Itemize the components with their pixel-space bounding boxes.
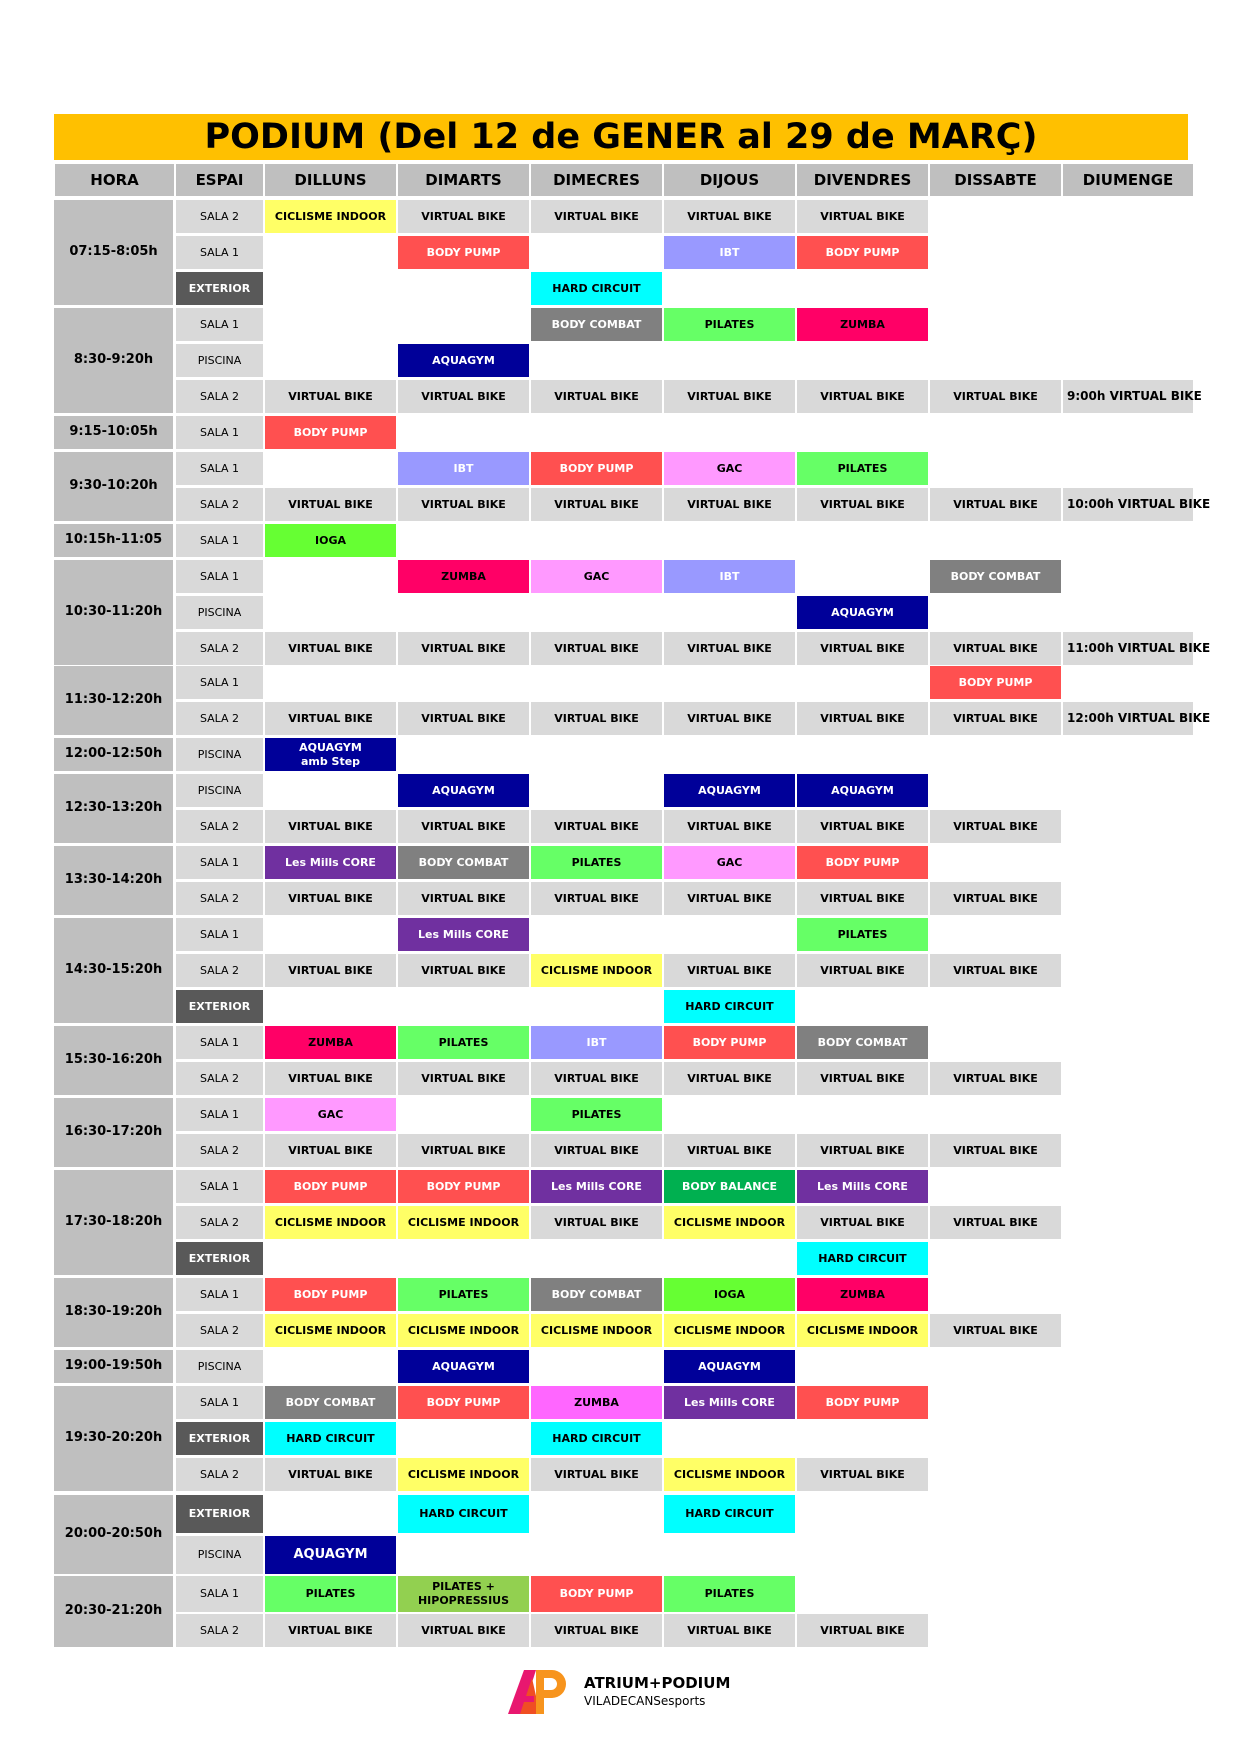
- class-cell-virtual-bike[interactable]: VIRTUAL BIKE: [265, 882, 396, 915]
- class-cell-body-combat[interactable]: BODY COMBAT: [265, 1386, 396, 1419]
- espai-sala-2: SALA 2: [176, 1206, 263, 1239]
- class-cell-virtual-bike[interactable]: VIRTUAL BIKE: [398, 1062, 529, 1095]
- espai-sala-1: SALA 1: [176, 560, 263, 593]
- class-cell-virtual-bike[interactable]: VIRTUAL BIKE: [531, 1062, 662, 1095]
- espai-sala-1: SALA 1: [176, 1278, 263, 1311]
- espai-piscina: PISCINA: [176, 596, 263, 629]
- class-cell-virtual-bike[interactable]: VIRTUAL BIKE: [531, 1458, 662, 1491]
- class-cell-virtual-bike[interactable]: VIRTUAL BIKE: [531, 702, 662, 735]
- class-cell-virtual-bike[interactable]: VIRTUAL BIKE: [664, 632, 795, 665]
- class-cell-virtual-bike[interactable]: VIRTUAL BIKE: [930, 954, 1061, 987]
- class-cell-ciclisme-indoor[interactable]: CICLISME INDOOR: [531, 1314, 662, 1347]
- class-cell-body-combat[interactable]: BODY COMBAT: [398, 846, 529, 879]
- class-cell-pilates[interactable]: PILATES: [797, 452, 928, 485]
- class-cell-body-balance[interactable]: BODY BALANCE: [664, 1170, 795, 1203]
- class-cell-aquagym[interactable]: AQUAGYM: [664, 774, 795, 807]
- class-cell-virtual-bike[interactable]: VIRTUAL BIKE: [265, 810, 396, 843]
- class-cell-ciclisme-indoor[interactable]: CICLISME INDOOR: [797, 1314, 928, 1347]
- class-cell-body-pump[interactable]: BODY PUMP: [398, 1170, 529, 1203]
- espai-sala-1: SALA 1: [176, 666, 263, 699]
- ap-logo-icon: [506, 1668, 570, 1716]
- class-cell-11-00h-virtual-bike[interactable]: 11:00h VIRTUAL BIKE: [1063, 632, 1193, 665]
- schedule-title: PODIUM (Del 12 de GENER al 29 de MARÇ): [54, 114, 1188, 160]
- class-cell-virtual-bike[interactable]: VIRTUAL BIKE: [531, 488, 662, 521]
- class-cell-virtual-bike[interactable]: VIRTUAL BIKE: [664, 200, 795, 233]
- class-cell-virtual-bike[interactable]: VIRTUAL BIKE: [265, 1614, 396, 1647]
- class-cell-virtual-bike[interactable]: VIRTUAL BIKE: [664, 954, 795, 987]
- class-cell-body-pump[interactable]: BODY PUMP: [265, 416, 396, 449]
- espai-sala-2: SALA 2: [176, 702, 263, 735]
- class-cell-aquagym[interactable]: AQUAGYM: [398, 344, 529, 377]
- hora-07-15-8-05h: 07:15-8:05h: [54, 200, 173, 305]
- class-cell-aquagym[interactable]: AQUAGYM: [664, 1350, 795, 1383]
- class-cell-virtual-bike[interactable]: VIRTUAL BIKE: [930, 1134, 1061, 1167]
- espai-sala-1: SALA 1: [176, 308, 263, 341]
- hora-19-00-19-50h: 19:00-19:50h: [54, 1350, 173, 1383]
- class-cell-pilates[interactable]: PILATES: [398, 1026, 529, 1059]
- class-cell-virtual-bike[interactable]: VIRTUAL BIKE: [664, 702, 795, 735]
- class-cell-les-mills-core[interactable]: Les Mills CORE: [664, 1386, 795, 1419]
- class-cell-pilates-hipopressius[interactable]: PILATES + HIPOPRESSIUS: [398, 1576, 529, 1612]
- hora-11-30-12-20h: 11:30-12:20h: [54, 666, 173, 735]
- class-cell-virtual-bike[interactable]: VIRTUAL BIKE: [797, 200, 928, 233]
- espai-sala-2: SALA 2: [176, 1062, 263, 1095]
- espai-sala-2: SALA 2: [176, 810, 263, 843]
- espai-sala-1: SALA 1: [176, 416, 263, 449]
- class-cell-body-combat[interactable]: BODY COMBAT: [531, 1278, 662, 1311]
- class-cell-virtual-bike[interactable]: VIRTUAL BIKE: [664, 1062, 795, 1095]
- espai-sala-1: SALA 1: [176, 846, 263, 879]
- espai-piscina: PISCINA: [176, 1536, 263, 1574]
- class-cell-body-combat[interactable]: BODY COMBAT: [531, 308, 662, 341]
- class-cell-zumba[interactable]: ZUMBA: [531, 1386, 662, 1419]
- class-cell-ciclisme-indoor[interactable]: CICLISME INDOOR: [531, 954, 662, 987]
- espai-sala-1: SALA 1: [176, 1386, 263, 1419]
- class-cell-hard-circuit[interactable]: HARD CIRCUIT: [265, 1422, 396, 1455]
- hora-9-15-10-05h: 9:15-10:05h: [54, 416, 173, 449]
- header-diumenge: DIUMENGE: [1063, 164, 1193, 196]
- class-cell-12-00h-virtual-bike[interactable]: 12:00h VIRTUAL BIKE: [1063, 702, 1193, 735]
- class-cell-virtual-bike[interactable]: VIRTUAL BIKE: [797, 632, 928, 665]
- class-cell-virtual-bike[interactable]: VIRTUAL BIKE: [531, 1206, 662, 1239]
- espai-sala-2: SALA 2: [176, 488, 263, 521]
- class-cell-ciclisme-indoor[interactable]: CICLISME INDOOR: [398, 1206, 529, 1239]
- class-cell-virtual-bike[interactable]: VIRTUAL BIKE: [797, 1458, 928, 1491]
- espai-sala-2: SALA 2: [176, 380, 263, 413]
- class-cell-ciclisme-indoor[interactable]: CICLISME INDOOR: [265, 1206, 396, 1239]
- espai-sala-2: SALA 2: [176, 1134, 263, 1167]
- class-cell-virtual-bike[interactable]: VIRTUAL BIKE: [265, 1134, 396, 1167]
- espai-exterior: EXTERIOR: [176, 1422, 263, 1455]
- class-cell-virtual-bike[interactable]: VIRTUAL BIKE: [531, 1614, 662, 1647]
- hora-10-30-11-20h: 10:30-11:20h: [54, 560, 173, 665]
- class-cell-ciclisme-indoor[interactable]: CICLISME INDOOR: [265, 1314, 396, 1347]
- header-hora: HORA: [55, 164, 174, 196]
- class-cell-body-combat[interactable]: BODY COMBAT: [930, 560, 1061, 593]
- class-cell-virtual-bike[interactable]: VIRTUAL BIKE: [797, 1062, 928, 1095]
- class-cell-pilates[interactable]: PILATES: [531, 846, 662, 879]
- hora-8-30-9-20h: 8:30-9:20h: [54, 308, 173, 413]
- class-cell-virtual-bike[interactable]: VIRTUAL BIKE: [265, 1458, 396, 1491]
- class-cell-virtual-bike[interactable]: VIRTUAL BIKE: [398, 954, 529, 987]
- class-cell-gac[interactable]: GAC: [664, 452, 795, 485]
- class-cell-virtual-bike[interactable]: VIRTUAL BIKE: [265, 488, 396, 521]
- header-divendres: DIVENDRES: [797, 164, 928, 196]
- class-cell-virtual-bike[interactable]: VIRTUAL BIKE: [531, 200, 662, 233]
- class-cell-virtual-bike[interactable]: VIRTUAL BIKE: [398, 702, 529, 735]
- espai-exterior: EXTERIOR: [176, 1495, 263, 1533]
- espai-piscina: PISCINA: [176, 1350, 263, 1383]
- class-cell-zumba[interactable]: ZUMBA: [398, 560, 529, 593]
- class-cell-virtual-bike[interactable]: VIRTUAL BIKE: [797, 1614, 928, 1647]
- class-cell-aquagym[interactable]: AQUAGYM: [398, 774, 529, 807]
- espai-piscina: PISCINA: [176, 344, 263, 377]
- espai-sala-2: SALA 2: [176, 632, 263, 665]
- class-cell-ibt[interactable]: IBT: [531, 1026, 662, 1059]
- class-cell-gac[interactable]: GAC: [664, 846, 795, 879]
- class-cell-ibt[interactable]: IBT: [664, 236, 795, 269]
- class-cell-virtual-bike[interactable]: VIRTUAL BIKE: [930, 632, 1061, 665]
- class-cell-virtual-bike[interactable]: VIRTUAL BIKE: [664, 1614, 795, 1647]
- class-cell-body-pump[interactable]: BODY PUMP: [797, 236, 928, 269]
- class-cell-pilates[interactable]: PILATES: [265, 1576, 396, 1612]
- espai-sala-1: SALA 1: [176, 524, 263, 557]
- class-cell-aquagym[interactable]: AQUAGYM: [265, 1536, 396, 1574]
- class-cell-pilates[interactable]: PILATES: [664, 1576, 795, 1612]
- class-cell-body-pump[interactable]: BODY PUMP: [398, 1386, 529, 1419]
- class-cell-pilates[interactable]: PILATES: [398, 1278, 529, 1311]
- class-cell-virtual-bike[interactable]: VIRTUAL BIKE: [797, 380, 928, 413]
- class-cell-ciclisme-indoor[interactable]: CICLISME INDOOR: [265, 200, 396, 233]
- class-cell-virtual-bike[interactable]: VIRTUAL BIKE: [398, 1614, 529, 1647]
- class-cell-virtual-bike[interactable]: VIRTUAL BIKE: [398, 488, 529, 521]
- class-cell-virtual-bike[interactable]: VIRTUAL BIKE: [398, 200, 529, 233]
- class-cell-hard-circuit[interactable]: HARD CIRCUIT: [797, 1242, 928, 1275]
- class-cell-virtual-bike[interactable]: VIRTUAL BIKE: [797, 1134, 928, 1167]
- class-cell-body-combat[interactable]: BODY COMBAT: [797, 1026, 928, 1059]
- espai-sala-2: SALA 2: [176, 200, 263, 233]
- class-cell-pilates[interactable]: PILATES: [664, 308, 795, 341]
- espai-sala-2: SALA 2: [176, 882, 263, 915]
- espai-sala-1: SALA 1: [176, 918, 263, 951]
- class-cell-virtual-bike[interactable]: VIRTUAL BIKE: [398, 380, 529, 413]
- hora-10-15h-11-05: 10:15h-11:05: [54, 524, 173, 557]
- class-cell-virtual-bike[interactable]: VIRTUAL BIKE: [531, 1134, 662, 1167]
- class-cell-les-mills-core[interactable]: Les Mills CORE: [265, 846, 396, 879]
- hora-9-30-10-20h: 9:30-10:20h: [54, 452, 173, 521]
- class-cell-virtual-bike[interactable]: VIRTUAL BIKE: [930, 1314, 1061, 1347]
- class-cell-body-pump[interactable]: BODY PUMP: [930, 666, 1061, 699]
- class-cell-les-mills-core[interactable]: Les Mills CORE: [398, 918, 529, 951]
- class-cell-virtual-bike[interactable]: VIRTUAL BIKE: [930, 810, 1061, 843]
- espai-sala-1: SALA 1: [176, 1170, 263, 1203]
- class-cell-virtual-bike[interactable]: VIRTUAL BIKE: [398, 632, 529, 665]
- class-cell-body-pump[interactable]: BODY PUMP: [531, 1576, 662, 1612]
- header-dilluns: DILLUNS: [265, 164, 396, 196]
- class-cell-virtual-bike[interactable]: VIRTUAL BIKE: [531, 882, 662, 915]
- header-dimecres: DIMECRES: [531, 164, 662, 196]
- class-cell-virtual-bike[interactable]: VIRTUAL BIKE: [797, 1206, 928, 1239]
- class-cell-body-pump[interactable]: BODY PUMP: [398, 236, 529, 269]
- class-cell-ibt[interactable]: IBT: [664, 560, 795, 593]
- class-cell-virtual-bike[interactable]: VIRTUAL BIKE: [797, 702, 928, 735]
- espai-exterior: EXTERIOR: [176, 1242, 263, 1275]
- class-cell-virtual-bike[interactable]: VIRTUAL BIKE: [797, 488, 928, 521]
- class-cell-virtual-bike[interactable]: VIRTUAL BIKE: [797, 810, 928, 843]
- class-cell-pilates[interactable]: PILATES: [797, 918, 928, 951]
- espai-sala-2: SALA 2: [176, 954, 263, 987]
- class-cell-virtual-bike[interactable]: VIRTUAL BIKE: [930, 882, 1061, 915]
- class-cell-10-00h-virtual-bike[interactable]: 10:00h VIRTUAL BIKE: [1063, 488, 1193, 521]
- class-cell-virtual-bike[interactable]: VIRTUAL BIKE: [930, 488, 1061, 521]
- class-cell-virtual-bike[interactable]: VIRTUAL BIKE: [265, 702, 396, 735]
- class-cell-hard-circuit[interactable]: HARD CIRCUIT: [531, 272, 662, 305]
- class-cell-virtual-bike[interactable]: VIRTUAL BIKE: [930, 1062, 1061, 1095]
- hora-20-30-21-20h: 20:30-21:20h: [54, 1576, 173, 1647]
- class-cell-virtual-bike[interactable]: VIRTUAL BIKE: [265, 632, 396, 665]
- espai-sala-2: SALA 2: [176, 1614, 263, 1647]
- class-cell-ciclisme-indoor[interactable]: CICLISME INDOOR: [664, 1314, 795, 1347]
- class-cell-ciclisme-indoor[interactable]: CICLISME INDOOR: [398, 1314, 529, 1347]
- espai-exterior: EXTERIOR: [176, 272, 263, 305]
- espai-sala-1: SALA 1: [176, 1576, 263, 1612]
- hora-12-00-12-50h: 12:00-12:50h: [54, 738, 173, 771]
- class-cell-virtual-bike[interactable]: VIRTUAL BIKE: [930, 380, 1061, 413]
- class-cell-gac[interactable]: GAC: [531, 560, 662, 593]
- hora-16-30-17-20h: 16:30-17:20h: [54, 1098, 173, 1167]
- espai-sala-1: SALA 1: [176, 236, 263, 269]
- class-cell-gac[interactable]: GAC: [265, 1098, 396, 1131]
- class-cell-virtual-bike[interactable]: VIRTUAL BIKE: [265, 954, 396, 987]
- class-cell-virtual-bike[interactable]: VIRTUAL BIKE: [398, 1134, 529, 1167]
- espai-sala-1: SALA 1: [176, 452, 263, 485]
- class-cell-ciclisme-indoor[interactable]: CICLISME INDOOR: [664, 1206, 795, 1239]
- class-cell-virtual-bike[interactable]: VIRTUAL BIKE: [664, 488, 795, 521]
- class-cell-virtual-bike[interactable]: VIRTUAL BIKE: [664, 882, 795, 915]
- hora-15-30-16-20h: 15:30-16:20h: [54, 1026, 173, 1095]
- header-dissabte: DISSABTE: [930, 164, 1061, 196]
- espai-sala-1: SALA 1: [176, 1098, 263, 1131]
- class-cell-ioga[interactable]: IOGA: [265, 524, 396, 557]
- espai-exterior: EXTERIOR: [176, 990, 263, 1023]
- header-espai: ESPAI: [176, 164, 263, 196]
- class-cell-hard-circuit[interactable]: HARD CIRCUIT: [664, 1495, 795, 1533]
- espai-sala-1: SALA 1: [176, 1026, 263, 1059]
- espai-sala-2: SALA 2: [176, 1458, 263, 1491]
- class-cell-les-mills-core[interactable]: Les Mills CORE: [797, 1170, 928, 1203]
- class-cell-les-mills-core[interactable]: Les Mills CORE: [531, 1170, 662, 1203]
- class-cell-ciclisme-indoor[interactable]: CICLISME INDOOR: [398, 1458, 529, 1491]
- hora-13-30-14-20h: 13:30-14:20h: [54, 846, 173, 915]
- class-cell-hard-circuit[interactable]: HARD CIRCUIT: [398, 1495, 529, 1533]
- class-cell-virtual-bike[interactable]: VIRTUAL BIKE: [664, 1134, 795, 1167]
- hora-19-30-20-20h: 19:30-20:20h: [54, 1386, 173, 1491]
- class-cell-aquagym[interactable]: AQUAGYM: [797, 774, 928, 807]
- class-cell-9-00h-virtual-bike[interactable]: 9:00h VIRTUAL BIKE: [1063, 380, 1193, 413]
- class-cell-virtual-bike[interactable]: VIRTUAL BIKE: [664, 810, 795, 843]
- class-cell-zumba[interactable]: ZUMBA: [797, 1278, 928, 1311]
- header-dimarts: DIMARTS: [398, 164, 529, 196]
- logo-brand-text: ATRIUM+PODIUM: [584, 1674, 731, 1692]
- class-cell-zumba[interactable]: ZUMBA: [797, 308, 928, 341]
- class-cell-virtual-bike[interactable]: VIRTUAL BIKE: [531, 380, 662, 413]
- hora-18-30-19-20h: 18:30-19:20h: [54, 1278, 173, 1347]
- class-cell-aquagym[interactable]: AQUAGYM: [398, 1350, 529, 1383]
- hora-17-30-18-20h: 17:30-18:20h: [54, 1170, 173, 1275]
- logo-sub-text: VILADECANSesports: [584, 1694, 706, 1708]
- header-dijous: DIJOUS: [664, 164, 795, 196]
- class-cell-body-pump[interactable]: BODY PUMP: [797, 846, 928, 879]
- class-cell-ciclisme-indoor[interactable]: CICLISME INDOOR: [664, 1458, 795, 1491]
- espai-piscina: PISCINA: [176, 738, 263, 771]
- atrium-podium-logo: [506, 1668, 736, 1718]
- hora-12-30-13-20h: 12:30-13:20h: [54, 774, 173, 843]
- espai-piscina: PISCINA: [176, 774, 263, 807]
- class-cell-aquagym-amb-step[interactable]: AQUAGYM amb Step: [265, 738, 396, 771]
- class-cell-aquagym[interactable]: AQUAGYM: [797, 596, 928, 629]
- class-cell-virtual-bike[interactable]: VIRTUAL BIKE: [797, 954, 928, 987]
- hora-14-30-15-20h: 14:30-15:20h: [54, 918, 173, 1023]
- class-cell-body-pump[interactable]: BODY PUMP: [797, 1386, 928, 1419]
- class-cell-virtual-bike[interactable]: VIRTUAL BIKE: [664, 380, 795, 413]
- class-cell-body-pump[interactable]: BODY PUMP: [265, 1170, 396, 1203]
- class-cell-pilates[interactable]: PILATES: [531, 1098, 662, 1131]
- class-cell-virtual-bike[interactable]: VIRTUAL BIKE: [531, 810, 662, 843]
- class-cell-virtual-bike[interactable]: VIRTUAL BIKE: [531, 632, 662, 665]
- class-cell-ibt[interactable]: IBT: [398, 452, 529, 485]
- class-cell-virtual-bike[interactable]: VIRTUAL BIKE: [797, 882, 928, 915]
- class-cell-virtual-bike[interactable]: VIRTUAL BIKE: [265, 380, 396, 413]
- class-cell-body-pump[interactable]: BODY PUMP: [664, 1026, 795, 1059]
- class-cell-body-pump[interactable]: BODY PUMP: [531, 452, 662, 485]
- class-cell-virtual-bike[interactable]: VIRTUAL BIKE: [398, 810, 529, 843]
- class-cell-virtual-bike[interactable]: VIRTUAL BIKE: [398, 882, 529, 915]
- class-cell-virtual-bike[interactable]: VIRTUAL BIKE: [265, 1062, 396, 1095]
- espai-sala-2: SALA 2: [176, 1314, 263, 1347]
- class-cell-zumba[interactable]: ZUMBA: [265, 1026, 396, 1059]
- class-cell-ioga[interactable]: IOGA: [664, 1278, 795, 1311]
- class-cell-hard-circuit[interactable]: HARD CIRCUIT: [531, 1422, 662, 1455]
- class-cell-body-pump[interactable]: BODY PUMP: [265, 1278, 396, 1311]
- hora-20-00-20-50h: 20:00-20:50h: [54, 1495, 173, 1574]
- class-cell-virtual-bike[interactable]: VIRTUAL BIKE: [930, 1206, 1061, 1239]
- class-cell-virtual-bike[interactable]: VIRTUAL BIKE: [930, 702, 1061, 735]
- class-cell-hard-circuit[interactable]: HARD CIRCUIT: [664, 990, 795, 1023]
